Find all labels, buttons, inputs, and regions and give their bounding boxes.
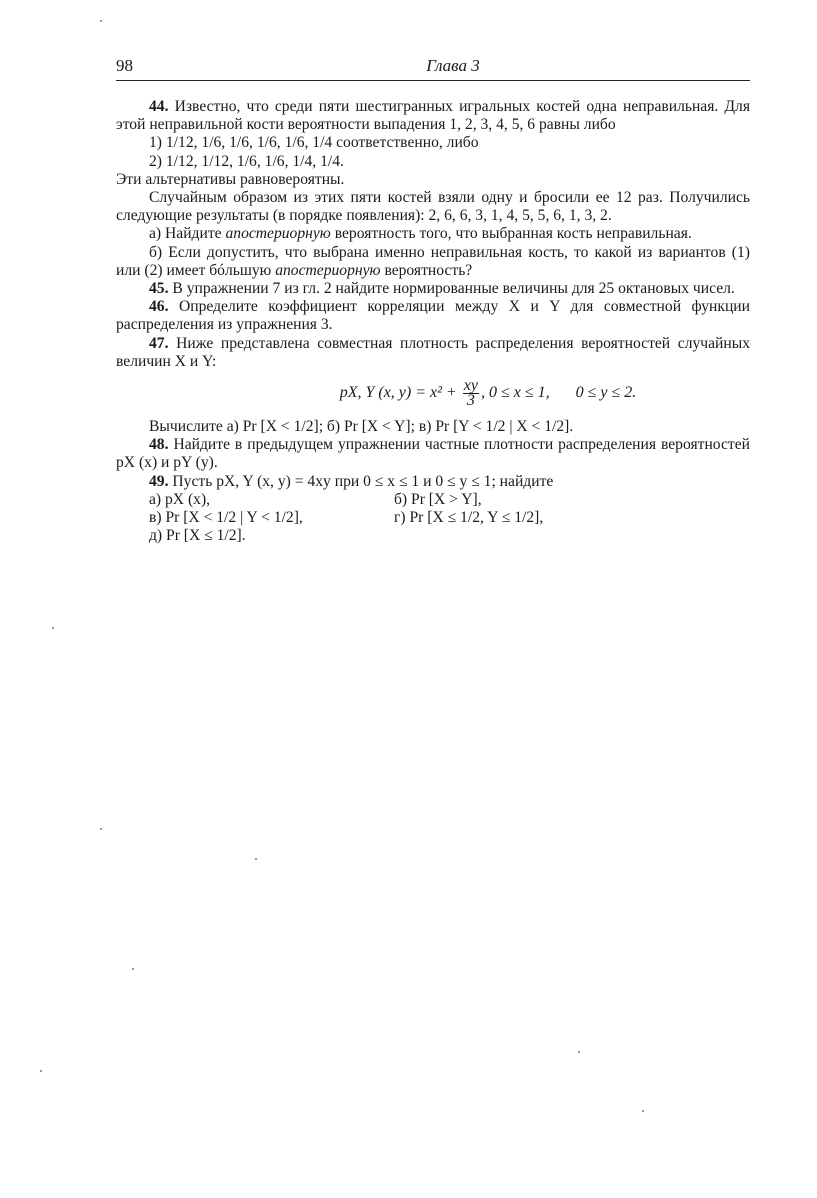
exercise-47-compute: Вычислите а) Pr [X < 1/2]; б) Pr [X < Y]; в) Pr [Y < 1/2 | X < 1/2]. [149, 418, 574, 436]
exercise-44-part-b: б) Если допустить, что выбрана именно неправильная кость, то какой из вариантов (1) или (2) имеет бóльшую апостериорную вероятность? [116, 243, 750, 279]
exercise-44-intro: 44. Известно, что среди пяти шестигранных игральных костей одна неправильная. Для этой неправильной кости вероятности выпадения 1, 2, 3, 4, 5, 6 равны либо [116, 98, 751, 134]
exercise-49-part-c: в) Pr [X < 1/2 | Y < 1/2], [149, 509, 303, 527]
exercise-44-option-2: 2) 1/12, 1/12, 1/6, 1/6, 1/4, 1/4. [149, 152, 344, 170]
fraction: $\frac{xy}{3}$ [463, 377, 478, 410]
exercise-45-number: 45. [149, 280, 169, 298]
exercise-44-option-1: 1) 1/12, 1/6, 1/6, 1/6, 1/6, 1/4 соответственно, либо [149, 134, 479, 152]
book-page [116, 56, 751, 545]
exercise-44-part-a: а) Найдите апостериорную вероятность того, что выбранная кость неправильная. [149, 225, 692, 243]
exercise-49-number: 49. [149, 472, 169, 490]
page-body [116, 98, 750, 545]
exercise-48-number: 48. [149, 436, 169, 454]
scan-speck [100, 828, 102, 830]
exercise-49-row-3 [116, 527, 750, 545]
exercise-49: 49. Пусть pX, Y (x, y) = 4xy при 0 ≤ x ≤ 1 и 0 ≤ y ≤ 1; найдите [149, 472, 554, 490]
scan-speck [100, 20, 102, 22]
exercise-47-formula: pX, Y (x, y) = x² + $\frac{xy}{3}$ , 0 ≤ x ≤ 1, 0 ≤ y ≤ 2. [339, 377, 637, 410]
exercise-49-row-2 [116, 509, 750, 527]
page-header [116, 56, 750, 78]
exercise-49-part-b: б) Pr [X > Y], [394, 490, 482, 508]
scan-speck [578, 1051, 580, 1053]
exercise-49-part-a: а) pX (x), [149, 490, 211, 508]
page-number: 98 [116, 56, 133, 75]
exercise-48: 48. Найдите в предыдущем упражнении частные плотности распределения вероятностей pX (x) и pY (y). [116, 436, 750, 472]
exercise-45: 45. В упражнении 7 из гл. 2 найдите нормированные величины для 25 октановых чисел. [149, 280, 735, 298]
exercise-44-equal: Эти альтернативы равновероятны. [116, 170, 345, 188]
exercise-47: 47. Ниже представлена совместная плотность распределения вероятностей случайных величин X и Y: [116, 334, 751, 370]
scan-speck [132, 968, 134, 970]
exercise-46-number: 46. [149, 298, 169, 316]
exercise-49-row-1 [116, 491, 750, 509]
chapter-title: Глава 3 [426, 56, 480, 75]
scan-speck [40, 1070, 42, 1072]
exercise-47-number: 47. [149, 334, 169, 352]
exercise-46: 46. Определите коэффициент корреляции между X и Y для совместной функции распределения из упражнения 3. [116, 298, 750, 334]
exercise-44-number: 44. [149, 98, 169, 115]
exercise-49-part-d: г) Pr [X ≤ 1/2, Y ≤ 1/2], [394, 509, 544, 527]
exercise-49-part-e: д) Pr [X ≤ 1/2]. [149, 527, 246, 545]
scan-speck [255, 858, 257, 860]
scan-speck [642, 1110, 644, 1112]
exercise-44-rolls: Случайным образом из этих пяти костей взяли одну и бросили ее 12 раз. Получились следующие результаты (в порядке появления): 2, 6, 6, 3, 1, 4, 5, 5, 6, 1, 3, 2. [116, 189, 750, 225]
scan-speck [52, 627, 54, 629]
header-rule [116, 80, 750, 81]
